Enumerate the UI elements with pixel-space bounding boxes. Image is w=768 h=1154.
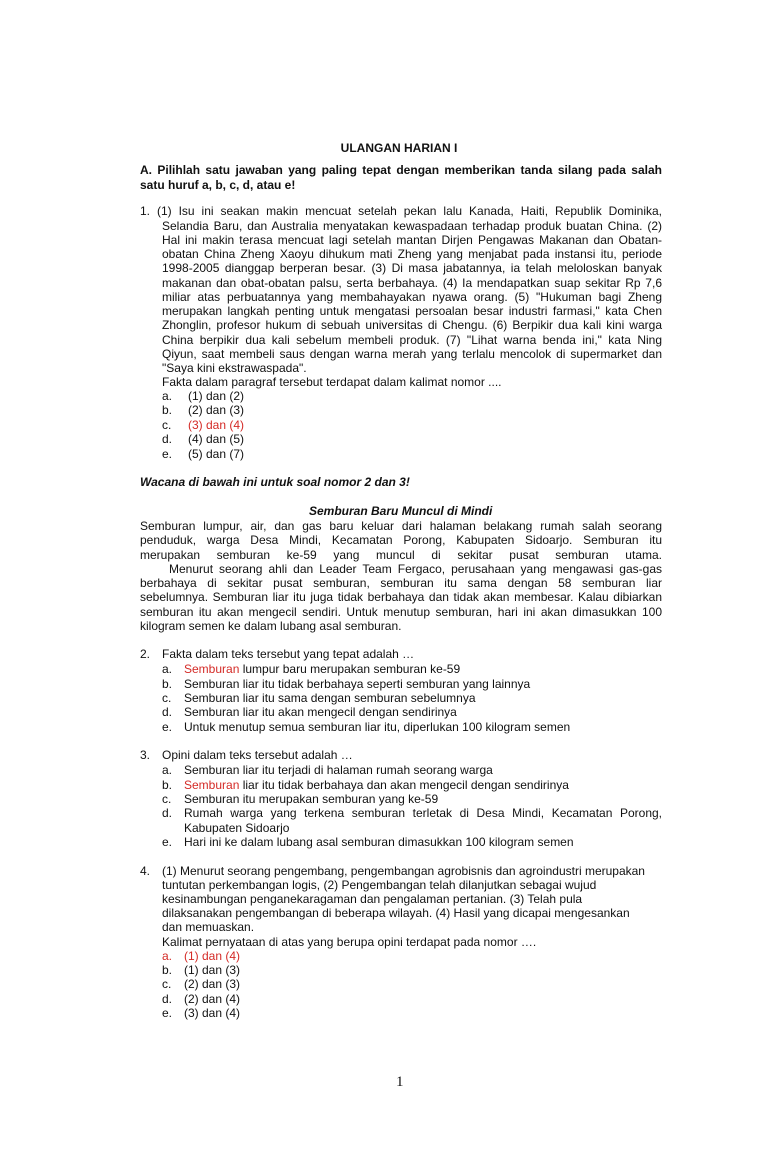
option-text: (3) dan (4) bbox=[184, 1006, 241, 1020]
option-text-main: Semburan liar itu sama dengan semburan sebelumnya bbox=[184, 691, 476, 705]
option-letter: a. bbox=[162, 763, 173, 777]
option-text-main: Rumah warga yang terkena semburan terletak di Desa Mindi, Kecamatan Porong, bbox=[184, 806, 662, 820]
option-letter: a. bbox=[162, 389, 173, 403]
option-letter: c. bbox=[162, 977, 172, 991]
question-1-text: Zhonglin, profesor hukum di sebuah universitas di Chengu. (6) Berpikir dua kali kini warga bbox=[162, 318, 662, 332]
option-text bbox=[184, 720, 570, 734]
option-text: (5) dan (7) bbox=[188, 447, 245, 461]
option-text: (3) dan (4) bbox=[188, 418, 245, 432]
option-letter: a. bbox=[162, 662, 173, 676]
option-text-main: Semburan liar itu akan mengecil dengan sendirinya bbox=[184, 705, 457, 719]
article-line: berbahaya di sekitar pusat semburan, semburan itu sama dengan 58 semburan liar bbox=[140, 576, 662, 590]
option-text bbox=[184, 806, 662, 820]
option-text-main: Untuk menutup semua semburan liar itu, diperlukan 100 kilogram semen bbox=[184, 720, 571, 734]
option-text bbox=[184, 691, 476, 705]
question-2-prompt: Fakta dalam teks tersebut yang tepat adalah … bbox=[162, 647, 415, 661]
option-text: (1) dan (4) bbox=[184, 949, 241, 963]
article-line: penduduk, warga Desa Mindi, Kecamatan Porong, Kabupaten Sidoarjo. Semburan itu bbox=[140, 533, 662, 547]
option-text bbox=[184, 662, 460, 676]
option-letter: d. bbox=[162, 806, 173, 820]
option-letter: d. bbox=[162, 705, 173, 719]
option-text: Kabupaten Sidoarjo bbox=[184, 821, 290, 835]
option-text bbox=[184, 677, 530, 691]
option-letter: c. bbox=[162, 418, 172, 432]
option-text bbox=[184, 763, 493, 777]
instruction-line: satu huruf a, b, c, d, atau e! bbox=[140, 178, 296, 192]
answer-highlight: Semburan bbox=[184, 662, 240, 676]
page-number: 1 bbox=[396, 1074, 404, 1090]
question-1-text: Hal ini makin terasa mencuat lagi setelah mantan Dirjen Pengawas Makanan dan Obatan- bbox=[162, 233, 662, 247]
question-4-text: kesinambungan penganekaragaman dan pengalaman pertanian. (3) Telah pula bbox=[162, 892, 583, 906]
option-text bbox=[184, 778, 569, 792]
option-letter: c. bbox=[162, 792, 172, 806]
question-4-text: dilaksanakan pengembangan di beberapa wilayah. (4) Hasil yang dicapai mengesankan bbox=[162, 906, 630, 920]
question-1-text: obatan China Zheng Xaoyu dihukum mati Zheng yang menjabat pada instansi itu, periode bbox=[162, 247, 662, 261]
page-title: ULANGAN HARIAN I bbox=[340, 141, 458, 155]
option-text: (2) dan (3) bbox=[184, 977, 241, 991]
option-text-main: Semburan liar itu terjadi di halaman rumah seorang warga bbox=[184, 763, 493, 777]
question-1-text: 1998-2005 dianggap berperan besar. (3) Di masa jabatannya, ia telah meloloskan banyak bbox=[162, 261, 662, 275]
article-line: merupakan semburan ke-59 yang muncul di sekitar pusat semburan utama. bbox=[140, 548, 662, 562]
question-1-text: Qiyun, saat membeli saus dengan warna merah yang terlalu mencolok di supermarket dan bbox=[162, 347, 662, 361]
question-4-text: dan memuaskan. bbox=[162, 920, 255, 934]
option-letter: e. bbox=[162, 720, 173, 734]
option-text-main: liar itu tidak berbahaya dan akan mengecil dengan sendirinya bbox=[239, 778, 569, 792]
option-text-main: lumpur baru merupakan semburan ke-59 bbox=[239, 662, 461, 676]
question-1-text: China berpikir dua kali sebelum membeli produk. (7) "Lihat warna benda ini," kata Ning bbox=[162, 333, 662, 347]
article-line: kilogram semen ke dalam lubang asal semburan. bbox=[140, 619, 402, 633]
option-letter: e. bbox=[162, 835, 173, 849]
option-letter: e. bbox=[162, 447, 173, 461]
question-1-prompt: Fakta dalam paragraf tersebut terdapat dalam kalimat nomor .... bbox=[162, 375, 502, 389]
question-number: 3. bbox=[140, 748, 151, 762]
option-text: (2) dan (4) bbox=[184, 992, 241, 1006]
question-4-text: (1) Menurut seorang pengembang, pengembangan agrobisnis dan agroindustri merupakan bbox=[162, 864, 645, 878]
article-line: semburan itu akan mengecil sendiri. Untuk menutup semburan, hari ini akan dimasukkan 100 bbox=[140, 605, 662, 619]
option-letter: d. bbox=[162, 992, 173, 1006]
option-letter: b. bbox=[162, 677, 173, 691]
article-line: sebelumnya. Semburan liar itu juga tidak berbahaya dan tidak akan membesar. Kalau dibiarkan bbox=[140, 590, 662, 604]
question-number: 4. bbox=[140, 864, 151, 878]
option-letter: c. bbox=[162, 691, 172, 705]
article-line: Menurut seorang ahli dan Leader Team Fergaco, perusahaan yang mengawasi gas-gas bbox=[169, 562, 662, 576]
question-4-text: tuntutan perkembangan logis, (2) Pengembangan telah dilanjutkan sebagai wujud bbox=[162, 878, 597, 892]
option-text: (1) dan (2) bbox=[188, 389, 245, 403]
question-4-prompt: Kalimat pernyataan di atas yang berupa opini terdapat pada nomor …. bbox=[162, 935, 537, 949]
question-1-text: 1. (1) Isu ini seakan makin mencuat setelah pekan lalu Kanada, Haiti, Republik Dominika, bbox=[140, 204, 662, 218]
option-letter: b. bbox=[162, 403, 173, 417]
option-text bbox=[184, 705, 457, 719]
option-text bbox=[184, 792, 438, 806]
option-letter: e. bbox=[162, 1006, 173, 1020]
option-letter: b. bbox=[162, 778, 173, 792]
reading-note: Wacana di bawah ini untuk soal nomor 2 dan 3! bbox=[140, 475, 410, 489]
option-text-main: Semburan itu merupakan semburan yang ke-59 bbox=[184, 792, 439, 806]
option-text: (2) dan (3) bbox=[188, 403, 245, 417]
question-1-text: makanan dan obat-obatan palsu, serta berbahaya. (4) Ia mendapatkan suap sekitar Rp 7,6 bbox=[162, 276, 662, 290]
option-text: (4) dan (5) bbox=[188, 432, 245, 446]
option-letter: a. bbox=[162, 949, 173, 963]
question-number: 2. bbox=[140, 647, 151, 661]
question-1-text: merupakan langkah penting untuk mengatasi persoalan besar industri farmasi," kata Chen bbox=[162, 304, 662, 318]
answer-highlight: Semburan bbox=[184, 778, 240, 792]
option-text: (1) dan (3) bbox=[184, 963, 241, 977]
option-text-main: Hari ini ke dalam lubang asal semburan dimasukkan 100 kilogram semen bbox=[184, 835, 574, 849]
question-1-text: miliar atas perbuatannya yang membahayakan nyawa orang. (5) "Hukuman bagi Zheng bbox=[162, 290, 662, 304]
question-1-text: Selandia Baru, dan Australia menyatakan kewaspadaan terhadap produk buatan China. (2) bbox=[162, 219, 662, 233]
option-text-main: Semburan liar itu tidak berbahaya seperti semburan yang lainnya bbox=[184, 677, 531, 691]
article-title: Semburan Baru Muncul di Mindi bbox=[309, 504, 493, 518]
option-letter: d. bbox=[162, 432, 173, 446]
question-1-text: "Saya kini ekstrawaspada". bbox=[162, 361, 307, 375]
option-letter: b. bbox=[162, 963, 173, 977]
instruction-line: A. Pilihlah satu jawaban yang paling tepat dengan memberikan tanda silang pada salah bbox=[140, 163, 662, 177]
article-line: Semburan lumpur, air, dan gas baru keluar dari halaman belakang rumah salah seorang bbox=[140, 519, 662, 533]
question-3-prompt: Opini dalam teks tersebut adalah … bbox=[162, 748, 353, 762]
option-text bbox=[184, 835, 574, 849]
